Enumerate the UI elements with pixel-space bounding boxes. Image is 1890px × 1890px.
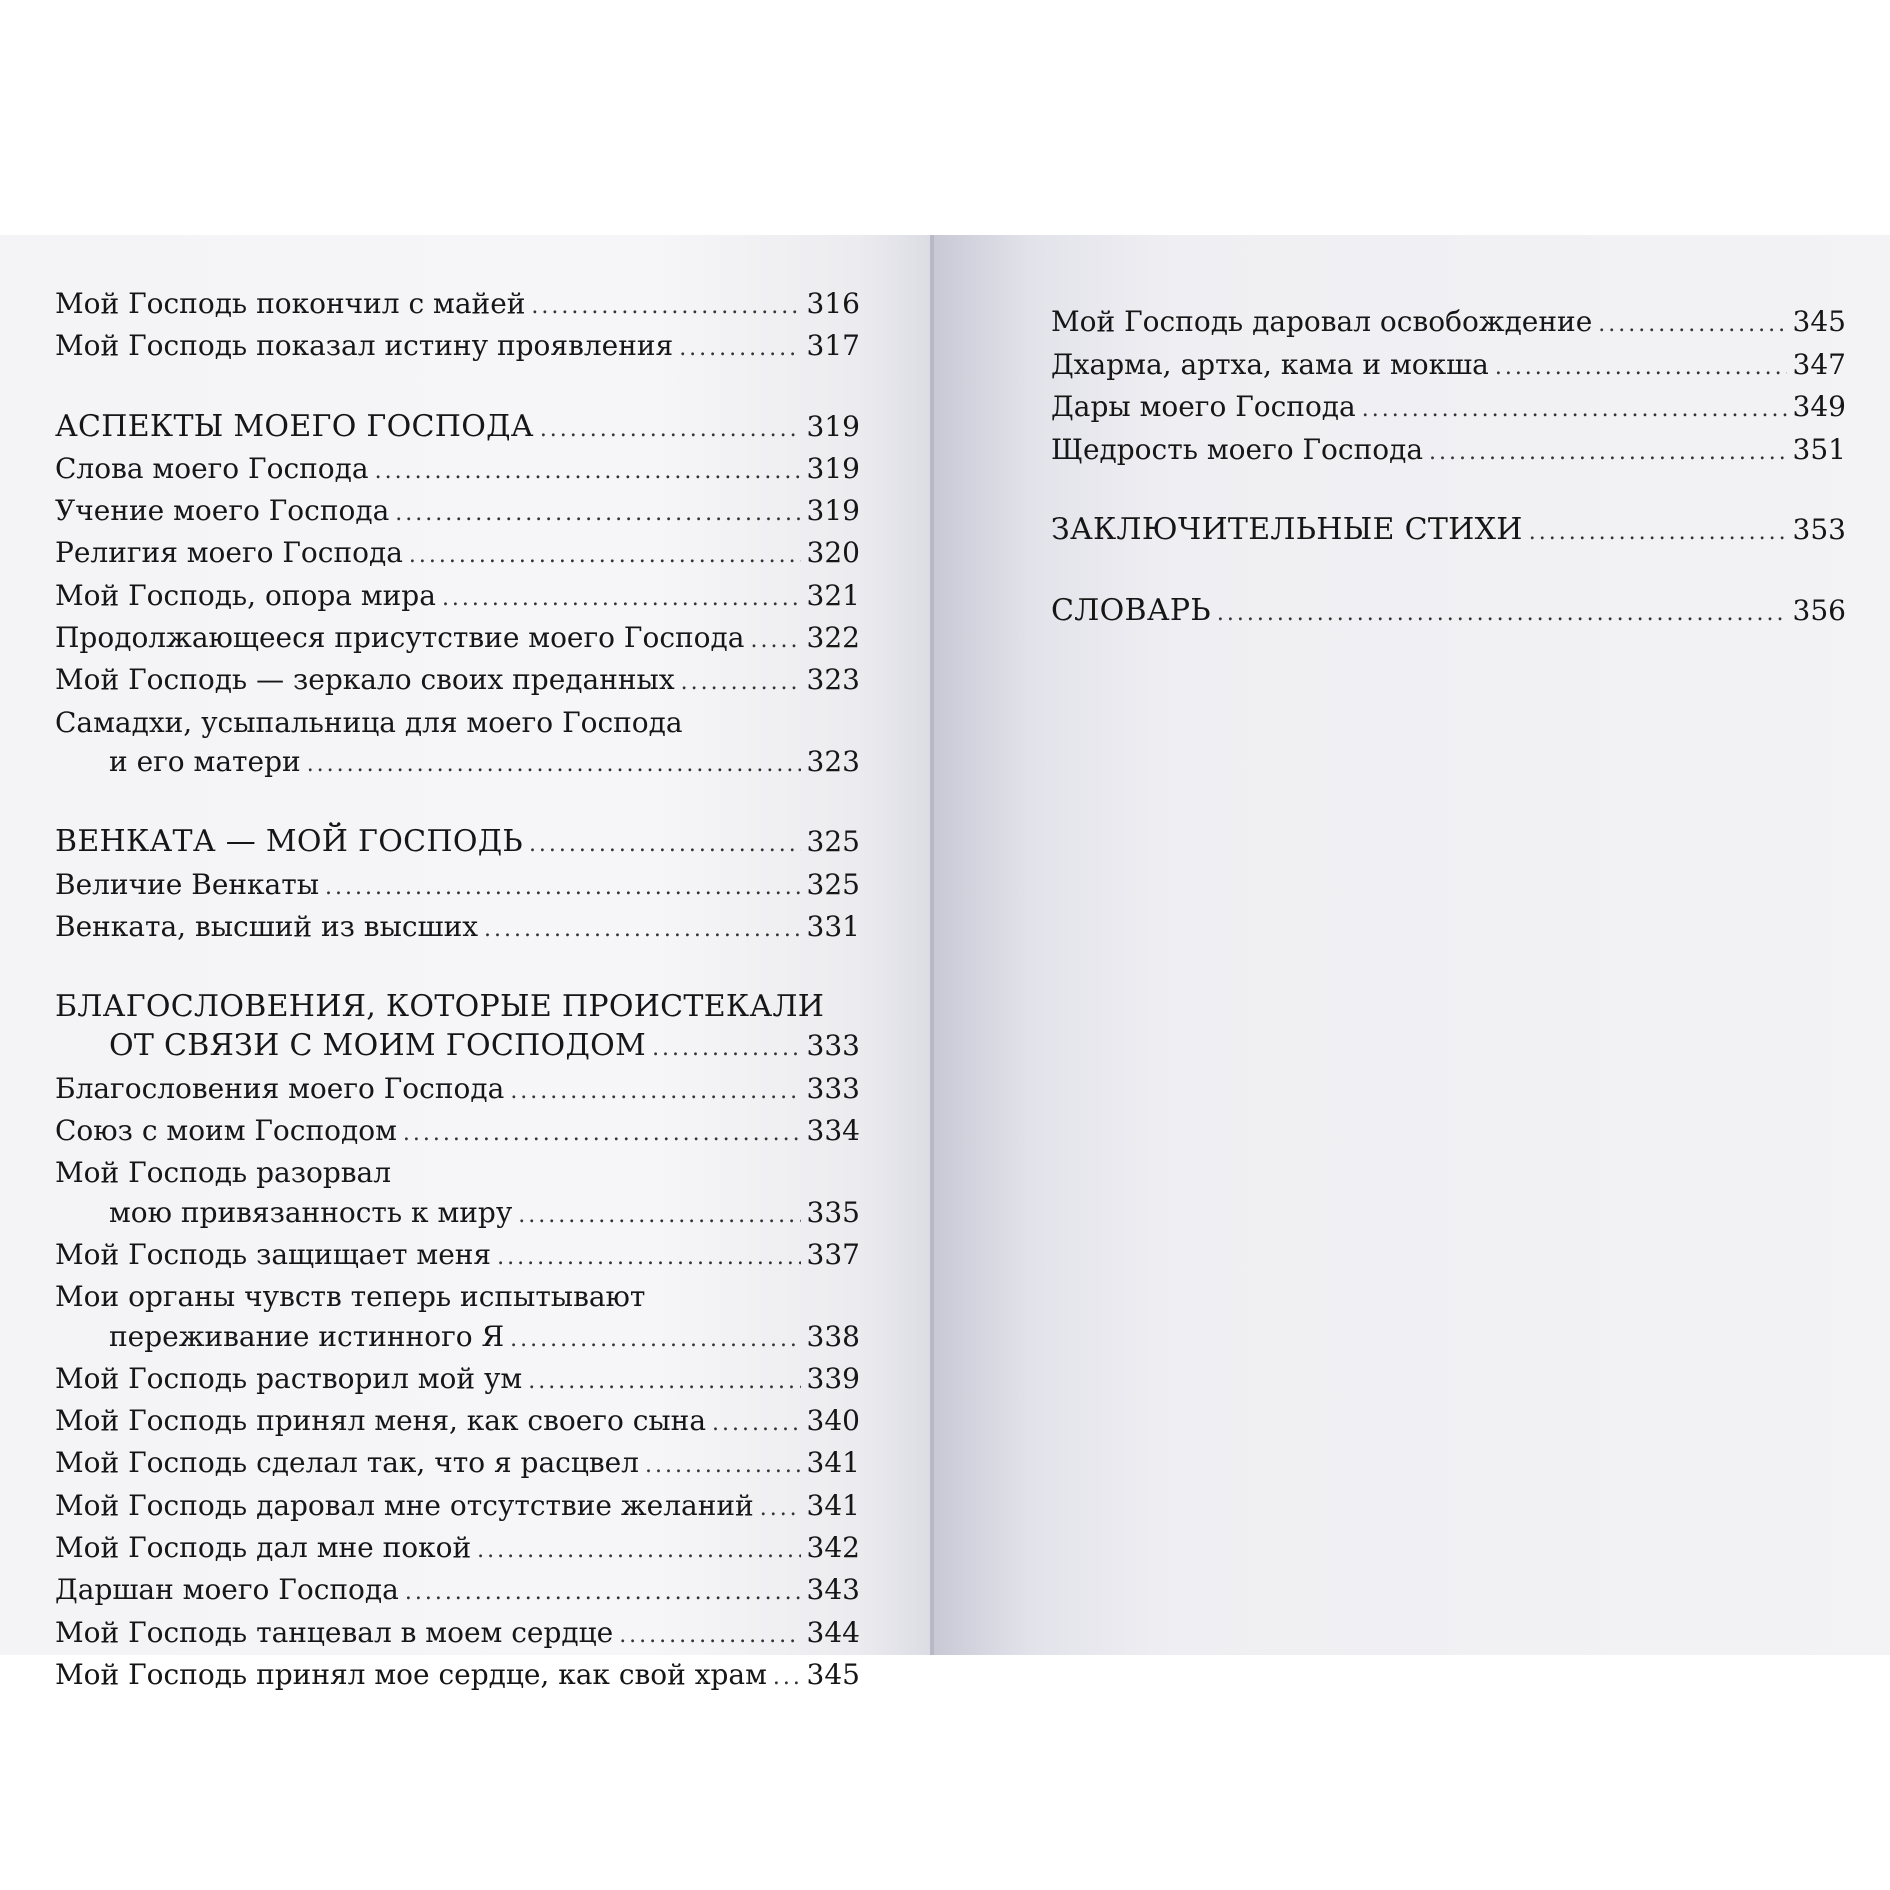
dot-leader <box>540 410 801 449</box>
toc-entry <box>1051 591 1846 634</box>
toc-entry-title: Учение моего Господа <box>55 494 390 528</box>
dot-leader <box>679 329 800 368</box>
toc-entry-page: 317 <box>806 329 860 363</box>
toc-entry-title: ВЕНКАТА — МОЙ ГОСПОДЬ <box>55 824 523 860</box>
toc-entry-title: ЗАКЛЮЧИТЕЛЬНЫЕ СТИХИ <box>1051 512 1523 547</box>
toc-entry-title: переживание истинного Я <box>109 1319 505 1353</box>
toc-entry <box>55 1026 860 1068</box>
dot-leader <box>712 1404 801 1443</box>
toc-entry-title: Мой Господь, опора мира <box>55 578 436 612</box>
toc-entry <box>55 1317 860 1359</box>
toc-entry-title: Мой Господь разорвал <box>55 1156 391 1190</box>
toc-entry-title: Мой Господь показал истину проявления <box>55 329 674 363</box>
toc-entry-title: Мой Господь — зеркало своих преданных <box>55 663 675 697</box>
dot-leader <box>1598 305 1786 345</box>
dot-leader <box>773 1658 801 1697</box>
dot-leader <box>403 1114 801 1153</box>
toc-entry <box>55 491 860 533</box>
toc-entry <box>55 1193 860 1235</box>
dot-leader <box>529 825 801 864</box>
dot-leader <box>760 1489 801 1528</box>
dot-leader <box>405 1573 801 1612</box>
toc-entry-title: Слова моего Господа <box>55 451 369 485</box>
dot-leader <box>1529 513 1787 553</box>
toc-entry <box>55 1069 860 1111</box>
toc-entry-page: 345 <box>1792 305 1846 338</box>
dot-leader <box>442 579 801 618</box>
toc-right-list <box>1051 302 1846 633</box>
toc-entry <box>55 1277 860 1316</box>
toc-entry-title: Мой Господь растворил мой ум <box>55 1361 523 1395</box>
toc-entry-page: 338 <box>806 1319 860 1353</box>
toc-entry <box>55 326 860 368</box>
toc-entry-title: Мой Господь сделал так, что я расцвел <box>55 1446 639 1480</box>
toc-entry <box>55 865 860 907</box>
dot-leader <box>497 1238 800 1277</box>
toc-entry-title: Дары моего Господа <box>1051 390 1356 423</box>
toc-entry-title: мою привязанность к миру <box>109 1195 513 1229</box>
toc-entry-title: Мои органы чувств теперь испытывают <box>55 1280 646 1314</box>
dot-leader <box>484 910 801 949</box>
toc-entry <box>55 1655 860 1697</box>
dot-leader <box>409 536 801 575</box>
toc-entry-page: 337 <box>806 1237 860 1271</box>
toc-entry-title: БЛАГОСЛОВЕНИЯ, КОТОРЫЕ ПРОИСТЕКАЛИ <box>55 989 825 1025</box>
dot-leader <box>1495 348 1787 388</box>
toc-entry-page: 351 <box>1792 432 1846 466</box>
toc-entry-page: 321 <box>806 578 860 612</box>
toc-entry-page: 339 <box>806 1361 860 1395</box>
dot-leader <box>645 1446 801 1485</box>
dot-leader <box>307 745 801 784</box>
dot-leader <box>1429 433 1787 473</box>
toc-entry-page: 316 <box>806 287 860 320</box>
toc-entry <box>55 1570 860 1612</box>
toc-entry-page: 325 <box>806 825 860 859</box>
toc-entry-page: 325 <box>806 867 860 901</box>
toc-entry-title: Величие Венкаты <box>55 867 320 901</box>
toc-entry-title: Мой Господь даровал мне отсутствие желаний <box>55 1488 754 1522</box>
toc-entry-title: Мой Господь дал мне покой <box>55 1531 472 1565</box>
toc-entry-title: Продолжающееся присутствие моего Господа <box>55 621 745 655</box>
toc-entry-title: СЛОВАРЬ <box>1051 592 1211 628</box>
toc-entry-page: 319 <box>806 409 860 443</box>
toc-entry-title: Союз с моим Господом <box>55 1114 397 1148</box>
dot-leader <box>375 452 801 491</box>
toc-entry-title: Мой Господь покончил с майей <box>55 287 526 320</box>
toc-entry <box>55 1401 860 1443</box>
toc-entry <box>55 533 860 575</box>
toc-entry-title: Мой Господь танцевал в моем сердце <box>55 1615 614 1649</box>
dot-leader <box>652 1029 800 1068</box>
toc-entry-page: 356 <box>1792 593 1846 627</box>
toc-entry <box>55 660 860 702</box>
dot-leader <box>681 663 801 702</box>
toc-entry <box>55 907 860 949</box>
dot-leader <box>531 287 800 326</box>
toc-entry-title: Мой Господь принял меня, как своего сына <box>55 1404 707 1438</box>
toc-entry <box>55 1359 860 1401</box>
toc-entry <box>1051 345 1846 388</box>
toc-entry-title: Дхарма, артха, кама и мокша <box>1051 347 1489 381</box>
toc-entry-page: 349 <box>1792 390 1846 423</box>
toc-entry <box>55 576 860 618</box>
toc-entry-page: 342 <box>806 1531 860 1565</box>
toc-entry-page: 322 <box>806 621 860 655</box>
toc-entry-page: 340 <box>806 1404 860 1438</box>
toc-entry-page: 319 <box>806 451 860 485</box>
toc-entry <box>1051 302 1846 345</box>
dot-leader <box>325 868 801 907</box>
toc-entry-title: Благословения моего Господа <box>55 1071 505 1105</box>
toc-entry <box>55 1443 860 1485</box>
toc-entry <box>55 742 860 784</box>
toc-entry-title: ОТ СВЯЗИ С МОИМ ГОСПОДОМ <box>109 1028 647 1064</box>
toc-entry-page: 341 <box>806 1446 860 1480</box>
toc-entry <box>55 449 860 491</box>
dot-leader <box>528 1362 800 1401</box>
toc-entry-title: Самадхи, усыпальница для моего Господа <box>55 705 683 739</box>
toc-entry-title: Венката, высший из высших <box>55 909 479 943</box>
toc-entry-page: 347 <box>1792 347 1846 381</box>
toc-entry-page: 341 <box>806 1488 860 1522</box>
toc-entry-page: 331 <box>806 909 860 943</box>
toc-entry <box>55 1153 860 1192</box>
toc-entry-page: 335 <box>806 1195 860 1229</box>
toc-entry <box>55 1613 860 1655</box>
toc-entry <box>55 284 860 326</box>
toc-entry-page: 323 <box>806 744 860 778</box>
dot-leader <box>750 621 800 660</box>
toc-entry-page: 344 <box>806 1615 860 1649</box>
toc-entry-title: Мой Господь даровал освобождение <box>1051 305 1593 338</box>
dot-leader <box>619 1616 800 1655</box>
toc-entry <box>55 1528 860 1570</box>
toc-entry <box>55 1235 860 1277</box>
toc-entry <box>55 407 860 449</box>
toc-entry <box>55 1486 860 1528</box>
toc-entry <box>55 618 860 660</box>
toc-entry <box>55 703 860 742</box>
toc-entry-page: 333 <box>806 1071 860 1105</box>
dot-leader <box>1217 594 1787 634</box>
toc-entry <box>1051 387 1846 430</box>
toc-entry <box>55 987 860 1026</box>
toc-entry <box>55 1111 860 1153</box>
dot-leader <box>510 1320 800 1359</box>
dot-leader <box>510 1072 800 1111</box>
toc-entry-page: 319 <box>806 494 860 528</box>
toc-left-list <box>55 284 860 1697</box>
toc-entry-page: 353 <box>1792 513 1846 546</box>
toc-entry <box>55 822 860 864</box>
toc-entry-page: 333 <box>806 1029 860 1063</box>
toc-entry-title: Щедрость моего Господа <box>1051 432 1424 466</box>
toc-entry-title: Мой Господь принял мое сердце, как свой храм <box>55 1657 767 1691</box>
toc-entry <box>1051 510 1846 553</box>
dot-leader <box>1362 390 1787 430</box>
toc-entry-page: 323 <box>806 663 860 697</box>
toc-entry-page: 320 <box>806 536 860 570</box>
toc-entry-title: Религия моего Господа <box>55 536 403 570</box>
toc-entry-title: АСПЕКТЫ МОЕГО ГОСПОДА <box>55 408 534 444</box>
toc-entry-title: Мой Господь защищает меня <box>55 1237 492 1271</box>
toc-entry-page: 334 <box>806 1114 860 1148</box>
toc-entry <box>1051 430 1846 473</box>
dot-leader <box>477 1531 800 1570</box>
dot-leader <box>395 494 800 533</box>
toc-entry-title: Даршан моего Господа <box>55 1573 399 1607</box>
dot-leader <box>518 1196 800 1235</box>
toc-entry-page: 343 <box>806 1573 860 1607</box>
toc-entry-title: и его матери <box>109 744 301 778</box>
toc-entry-page: 345 <box>806 1657 860 1691</box>
